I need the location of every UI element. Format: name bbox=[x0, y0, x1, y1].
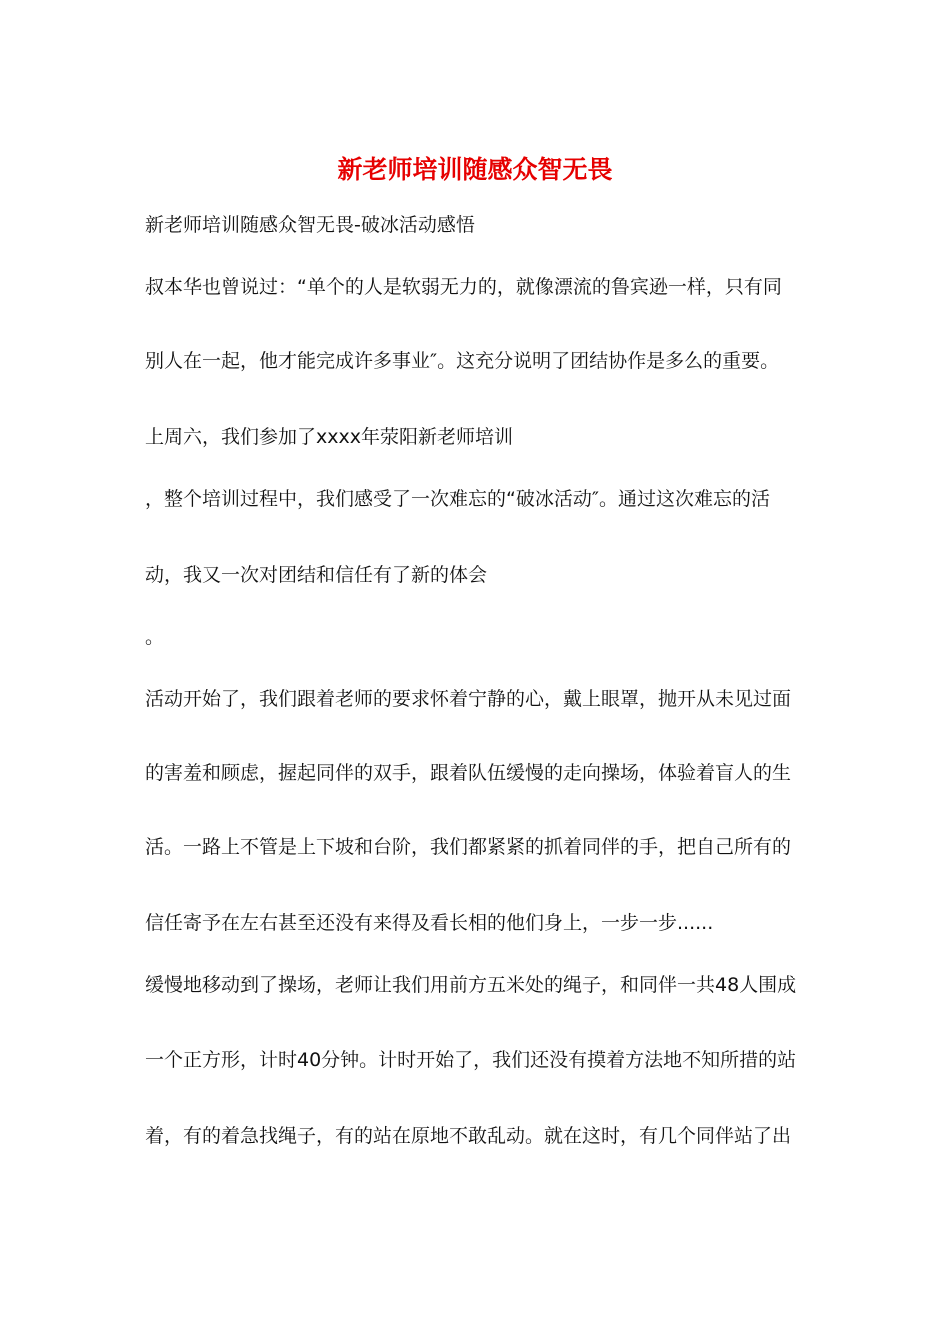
paragraph-line: 信任寄予在左右甚至还没有来得及看长相的他们身上，一步一步...... bbox=[145, 912, 714, 934]
document-subtitle: 新老师培训随感众智无畏-破冰活动感悟 bbox=[145, 214, 475, 236]
document-title: 新老师培训随感众智无畏 bbox=[337, 155, 613, 184]
paragraph-line: 上周六，我们参加了xxxx年荥阳新老师培训 bbox=[145, 426, 513, 448]
paragraph-line: 活动开始了，我们跟着老师的要求怀着宁静的心，戴上眼罩，抛开从未见过面 bbox=[145, 688, 792, 710]
paragraph-line: 活。一路上不管是上下坡和台阶，我们都紧紧的抓着同伴的手，把自己所有的 bbox=[145, 836, 792, 858]
paragraph-line: 。 bbox=[145, 626, 165, 648]
paragraph-line: 缓慢地移动到了操场，老师让我们用前方五米处的绳子，和同伴一共48人围成 bbox=[145, 974, 797, 996]
paragraph-line: 叔本华也曾说过：“单个的人是软弱无力的，就像漂流的鲁宾逊一样，只有同 bbox=[145, 276, 782, 298]
paragraph-line: 着，有的着急找绳子，有的站在原地不敢乱动。就在这时，有几个同伴站了出 bbox=[145, 1125, 792, 1147]
paragraph-line: 别人在一起，他才能完成许多事业″。这充分说明了团结协作是多么的重要。 bbox=[145, 350, 780, 372]
paragraph-line: 一个正方形，计时40分钟。计时开始了，我们还没有摸着方法地不知所措的站 bbox=[145, 1049, 797, 1071]
paragraph-line: 的害羞和顾虑，握起同伴的双手，跟着队伍缓慢的走向操场，体验着盲人的生 bbox=[145, 762, 792, 784]
paragraph-line: ，整个培训过程中，我们感受了一次难忘的“破冰活动″。通过这次难忘的活 bbox=[145, 488, 770, 510]
paragraph-line: 动，我又一次对团结和信任有了新的体会 bbox=[145, 564, 488, 586]
